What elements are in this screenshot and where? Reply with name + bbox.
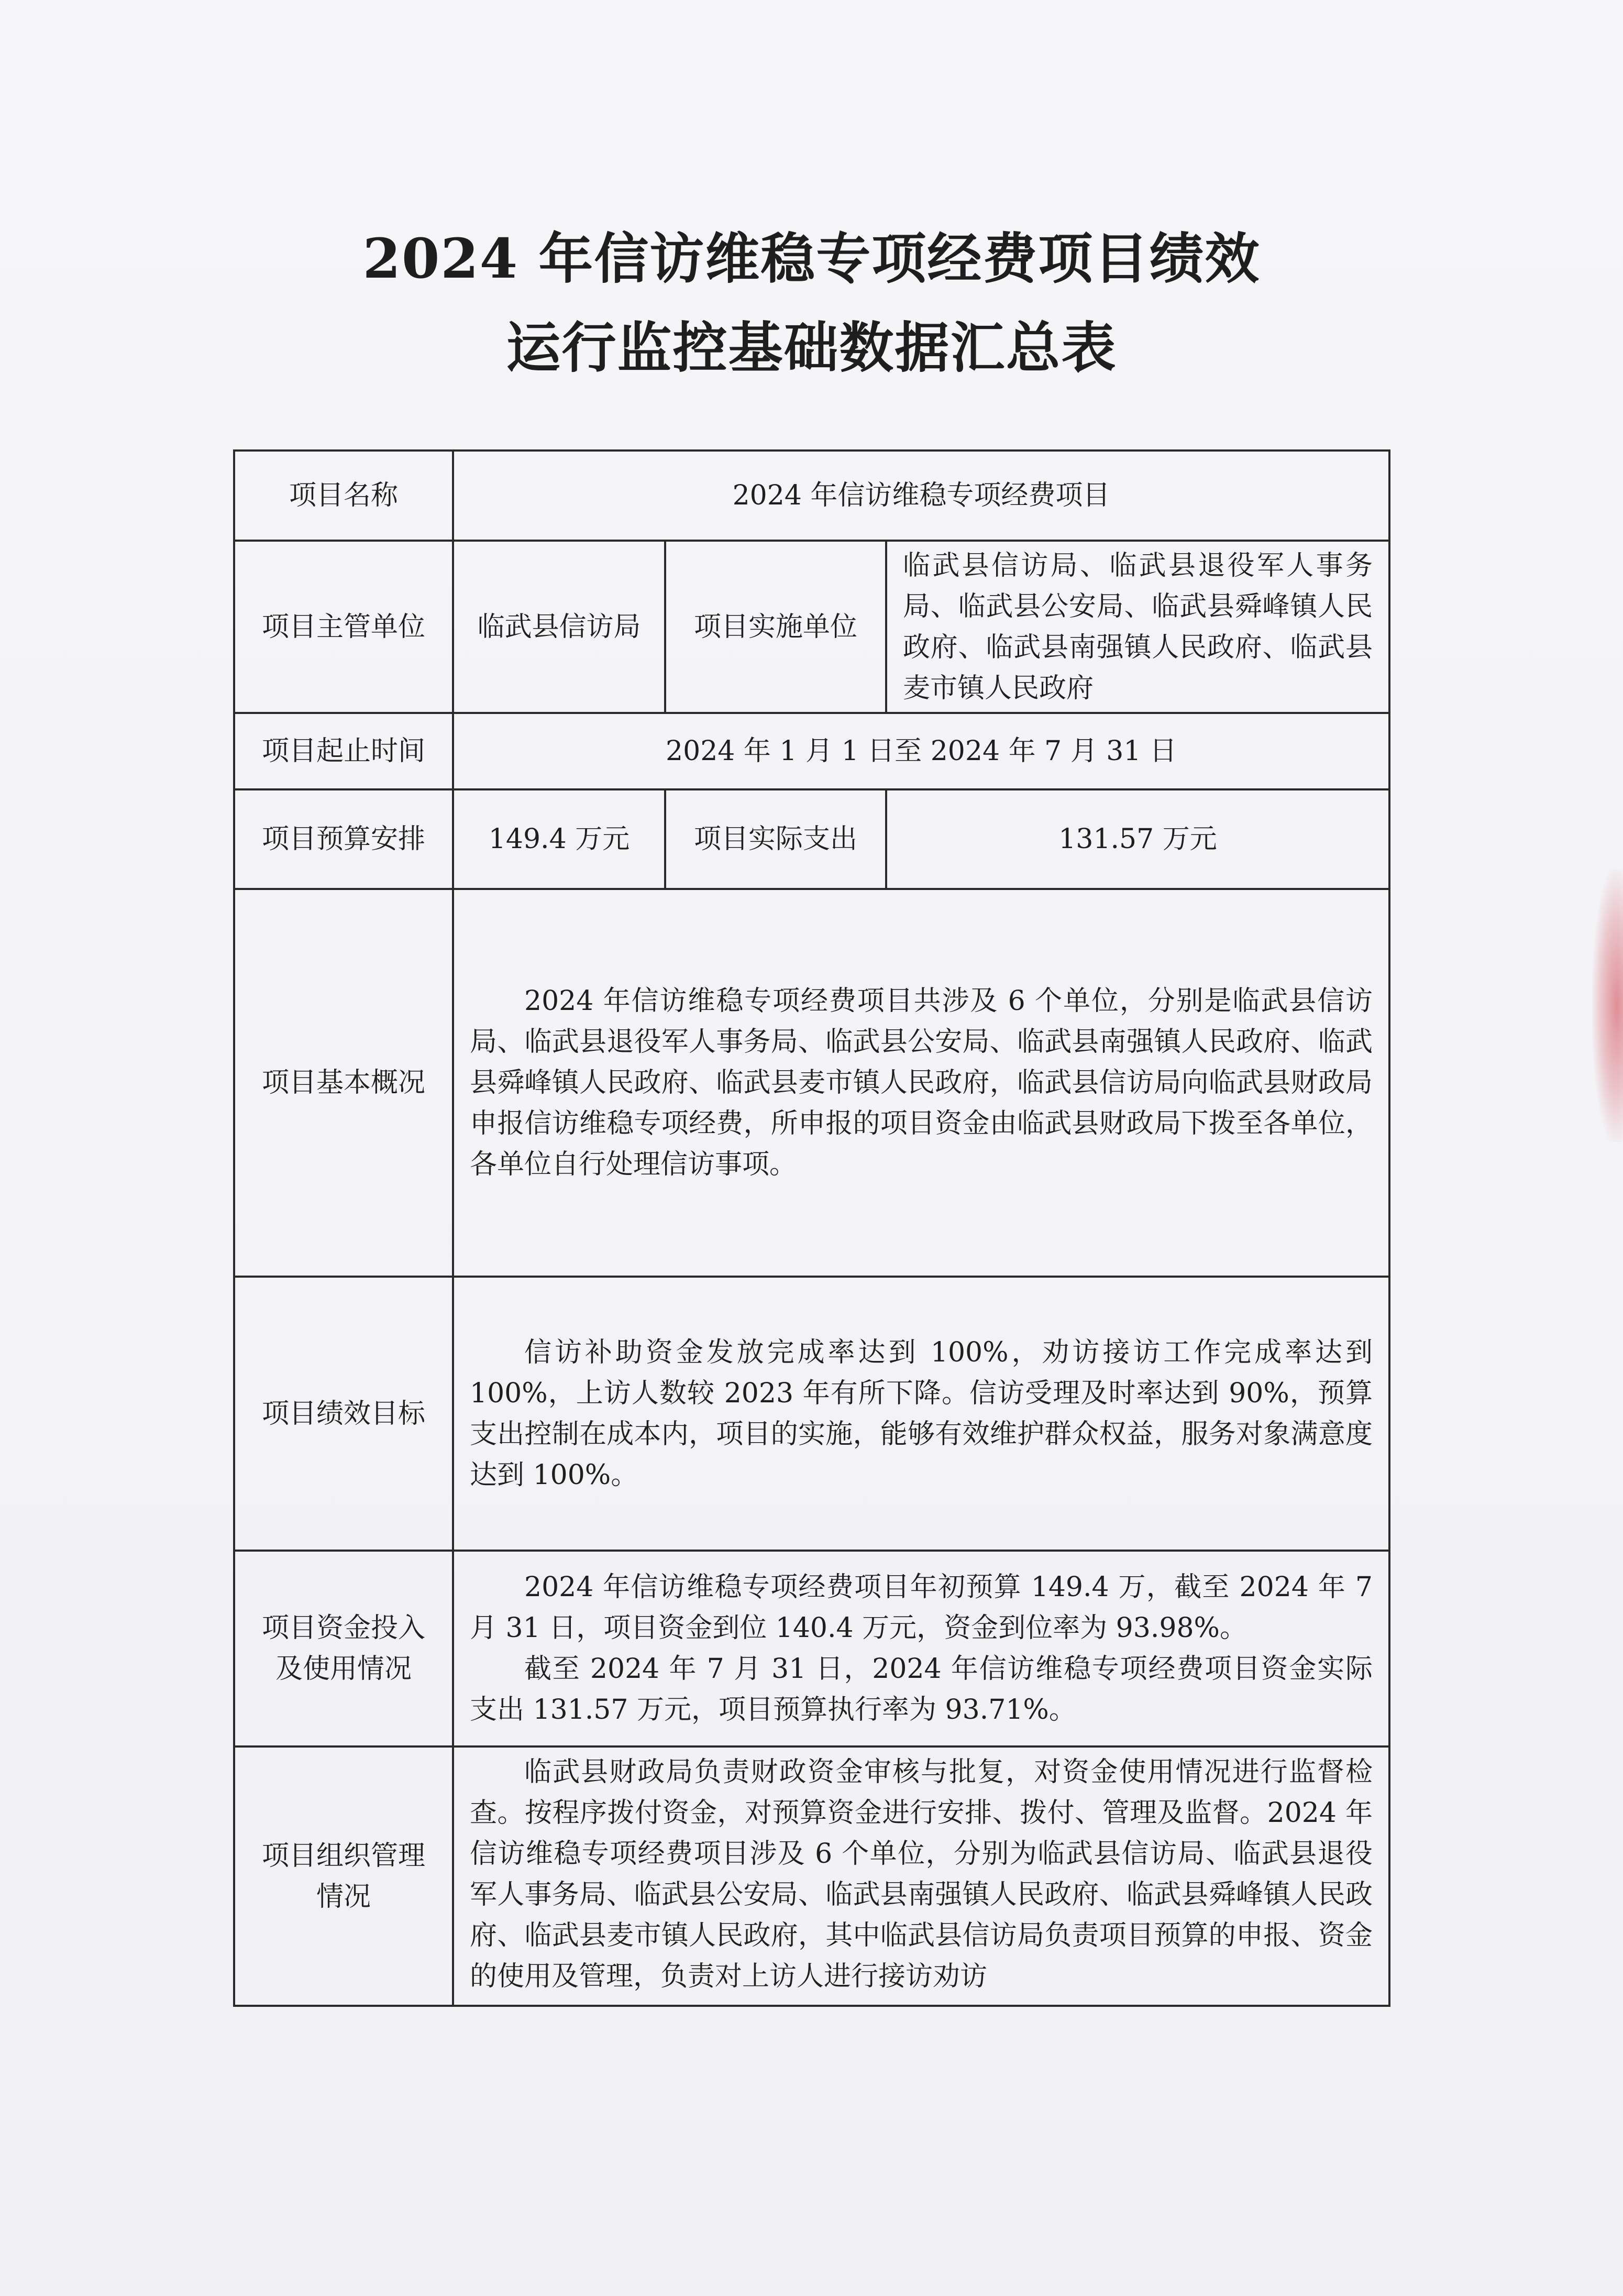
supervisor-value: 临武县信访局 (453, 541, 665, 713)
overview-cell (453, 889, 1389, 1277)
row-period (234, 713, 1389, 789)
budget-label: 项目预算安排 (234, 789, 453, 889)
implementer-label: 项目实施单位 (665, 541, 886, 713)
funds-text-2: 截至 2024 年 7 月 31 日，2024 年信访维稳专项经费项目资金实际支出 131.57 万元，项目预算执行率为 93.71%。 (470, 1653, 1373, 1726)
row-project-name (234, 451, 1389, 541)
project-name-label: 项目名称 (234, 451, 453, 541)
project-name-value: 2024 年信访维稳专项经费项目 (453, 451, 1389, 541)
row-goal (234, 1277, 1389, 1551)
document-title-line-1: 2024 年信访维稳专项经费项目绩效 (362, 226, 1261, 291)
goal-label: 项目绩效目标 (234, 1277, 453, 1551)
funds-label: 项目资金投入及使用情况 (234, 1551, 453, 1746)
overview-text: 2024 年信访维稳专项经费项目共涉及 6 个单位，分别是临武县信访局、临武县退役军人事务局、临武县公安局、临武县南强镇人民政府、临武县舜峰镇人民政府、临武县麦市镇人民政府，临武县信访局向临武县财政局申报信访维稳专项经费，所申报的项目资金由临武县财政局下拨至各单位，各单位自行处理信访事项。 (470, 985, 1373, 1180)
implementer-value: 临武县信访局、临武县退役军人事务局、临武县公安局、临武县舜峰镇人民政府、临武县南强镇人民政府、临武县麦市镇人民政府 (886, 541, 1389, 713)
actual-value: 131.57 万元 (886, 789, 1389, 889)
row-funds (234, 1551, 1389, 1746)
red-seal-edge (1592, 870, 1623, 1142)
org-text: 临武县财政局负责财政资金审核与批复，对资金使用情况进行监督检查。按程序拨付资金，对预算资金进行安排、拨付、管理及监督。2024 年信访维稳专项经费项目涉及 6 个单位，分别为临武县信访局、临武县退役军人事务局、临武县公安局、临武县南强镇人民政府、临武县舜峰镇人民政府、临武县麦市镇人民政府，其中临武县信访局负责项目预算的申报、资金的使用及管理，负责对上访人进行接访劝访 (470, 1756, 1373, 1992)
org-cell (453, 1746, 1389, 2006)
period-label: 项目起止时间 (234, 713, 453, 789)
row-budget (234, 789, 1389, 889)
document-title-line-2: 运行监控基础数据汇总表 (506, 315, 1117, 380)
funds-cell (453, 1551, 1389, 1746)
actual-label: 项目实际支出 (665, 789, 886, 889)
funds-text-1: 2024 年信访维稳专项经费项目年初预算 149.4 万，截至 2024 年 7 月 31 日，项目资金到位 140.4 万元，资金到位率为 93.98%。 (470, 1572, 1373, 1644)
summary-table (233, 449, 1390, 2007)
budget-value: 149.4 万元 (453, 789, 665, 889)
org-label: 项目组织管理情况 (234, 1746, 453, 2006)
row-overview (234, 889, 1389, 1277)
goal-cell (453, 1277, 1389, 1551)
supervisor-label: 项目主管单位 (234, 541, 453, 713)
goal-text: 信访补助资金发放完成率达到 100%，劝访接访工作完成率达到 100%，上访人数较 2023 年有所下降。信访受理及时率达到 90%，预算支出控制在成本内，项目的实施，能够有效维护群众权益，服务对象满意度达到 100%。 (470, 1336, 1373, 1491)
period-value: 2024 年 1 月 1 日至 2024 年 7 月 31 日 (453, 713, 1389, 789)
row-units (234, 541, 1389, 713)
overview-label: 项目基本概况 (234, 889, 453, 1277)
row-organization (234, 1746, 1389, 2006)
